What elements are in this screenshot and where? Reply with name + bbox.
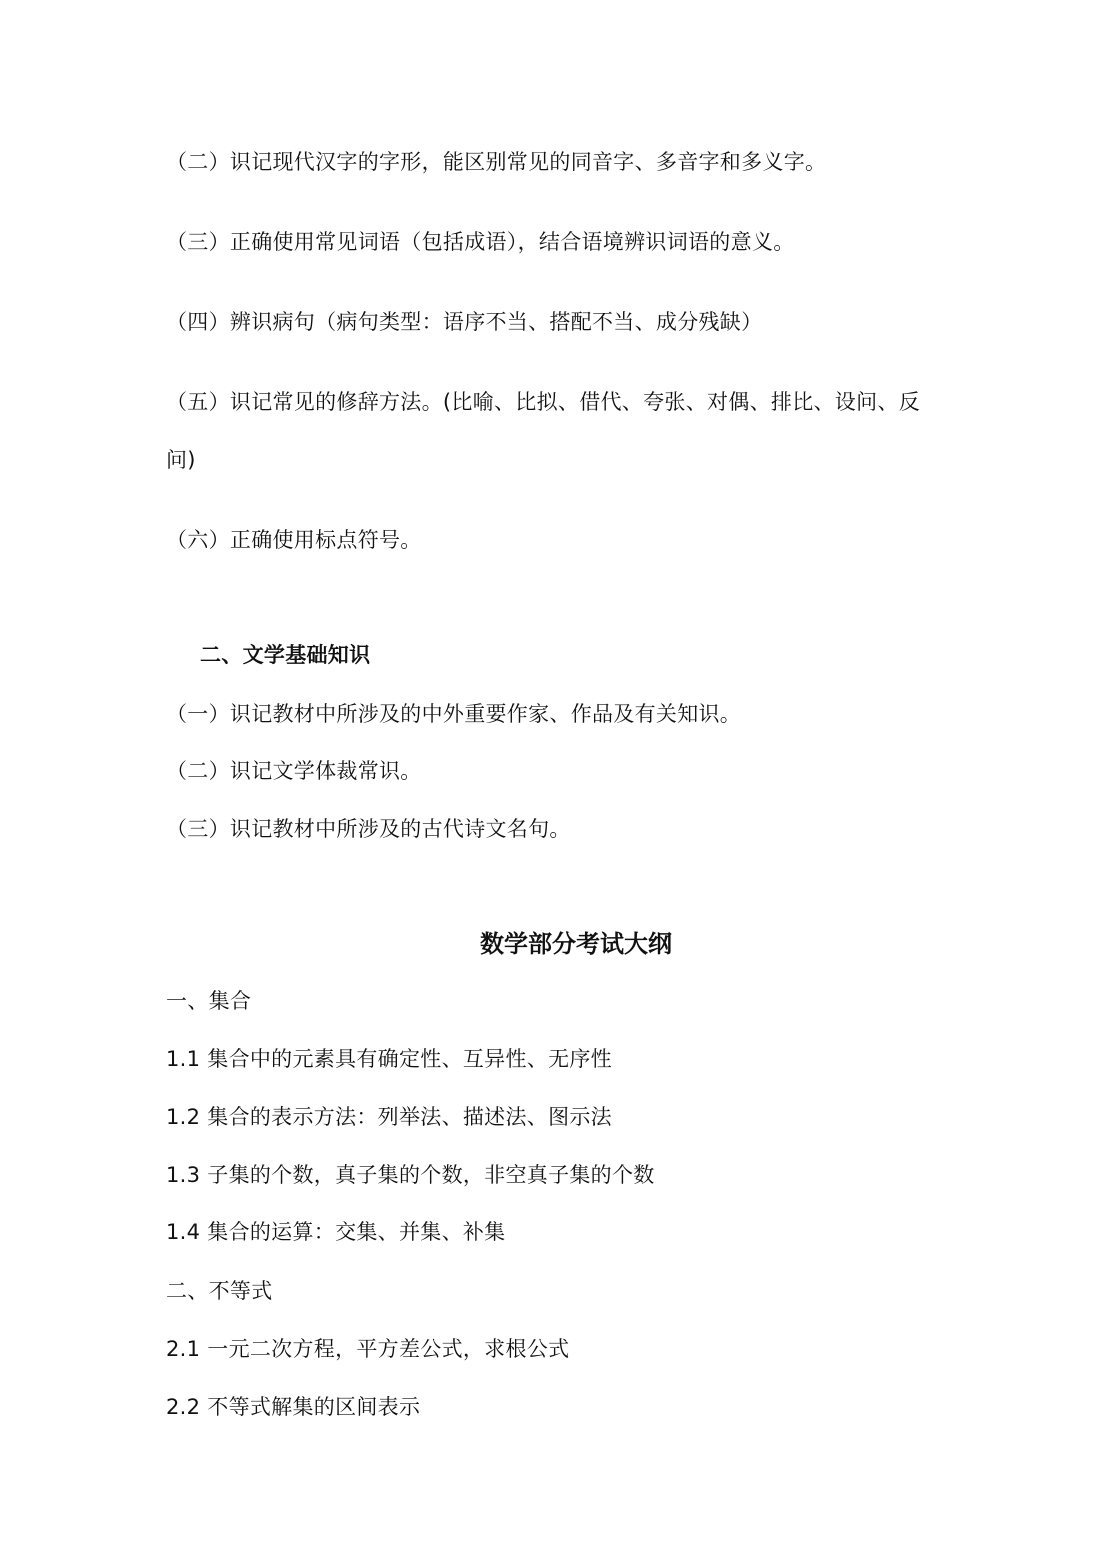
language-item-4: （四）辨识病句（病句类型：语序不当、搭配不当、成分残缺）	[166, 310, 763, 334]
literature-item-1: （一）识记教材中所涉及的中外重要作家、作品及有关知识。	[166, 702, 742, 726]
math-item-2-2: 2.2 不等式解集的区间表示	[166, 1395, 421, 1419]
math-item-1-2: 1.2 集合的表示方法：列举法、描述法、图示法	[166, 1105, 612, 1129]
math-chapter2-heading: 二、不等式	[166, 1279, 273, 1303]
literature-section-heading: 二、文学基础知识	[200, 643, 371, 667]
language-item-5-continued: 问)	[166, 448, 196, 472]
math-item-1-4: 1.4 集合的运算：交集、并集、补集	[166, 1220, 506, 1244]
literature-item-2: （二）识记文学体裁常识。	[166, 759, 422, 783]
language-item-5: （五）识记常见的修辞方法。(比喻、比拟、借代、夸张、对偶、排比、设问、反	[166, 390, 920, 414]
math-item-2-1: 2.1 一元二次方程，平方差公式，求根公式	[166, 1337, 570, 1361]
literature-item-3: （三）识记教材中所涉及的古代诗文名句。	[166, 817, 571, 841]
math-chapter1-heading: 一、集合	[166, 989, 252, 1013]
math-section-title: 数学部分考试大纲	[480, 930, 672, 958]
language-item-3: （三）正确使用常见词语（包括成语），结合语境辨识词语的意义。	[166, 230, 795, 254]
math-item-1-3: 1.3 子集的个数，真子集的个数，非空真子集的个数	[166, 1163, 655, 1187]
language-item-2: （二）识记现代汉字的字形，能区别常见的同音字、多音字和多义字。	[166, 150, 827, 174]
math-item-1-1: 1.1 集合中的元素具有确定性、互异性、无序性	[166, 1047, 612, 1071]
language-item-6: （六）正确使用标点符号。	[166, 528, 422, 552]
